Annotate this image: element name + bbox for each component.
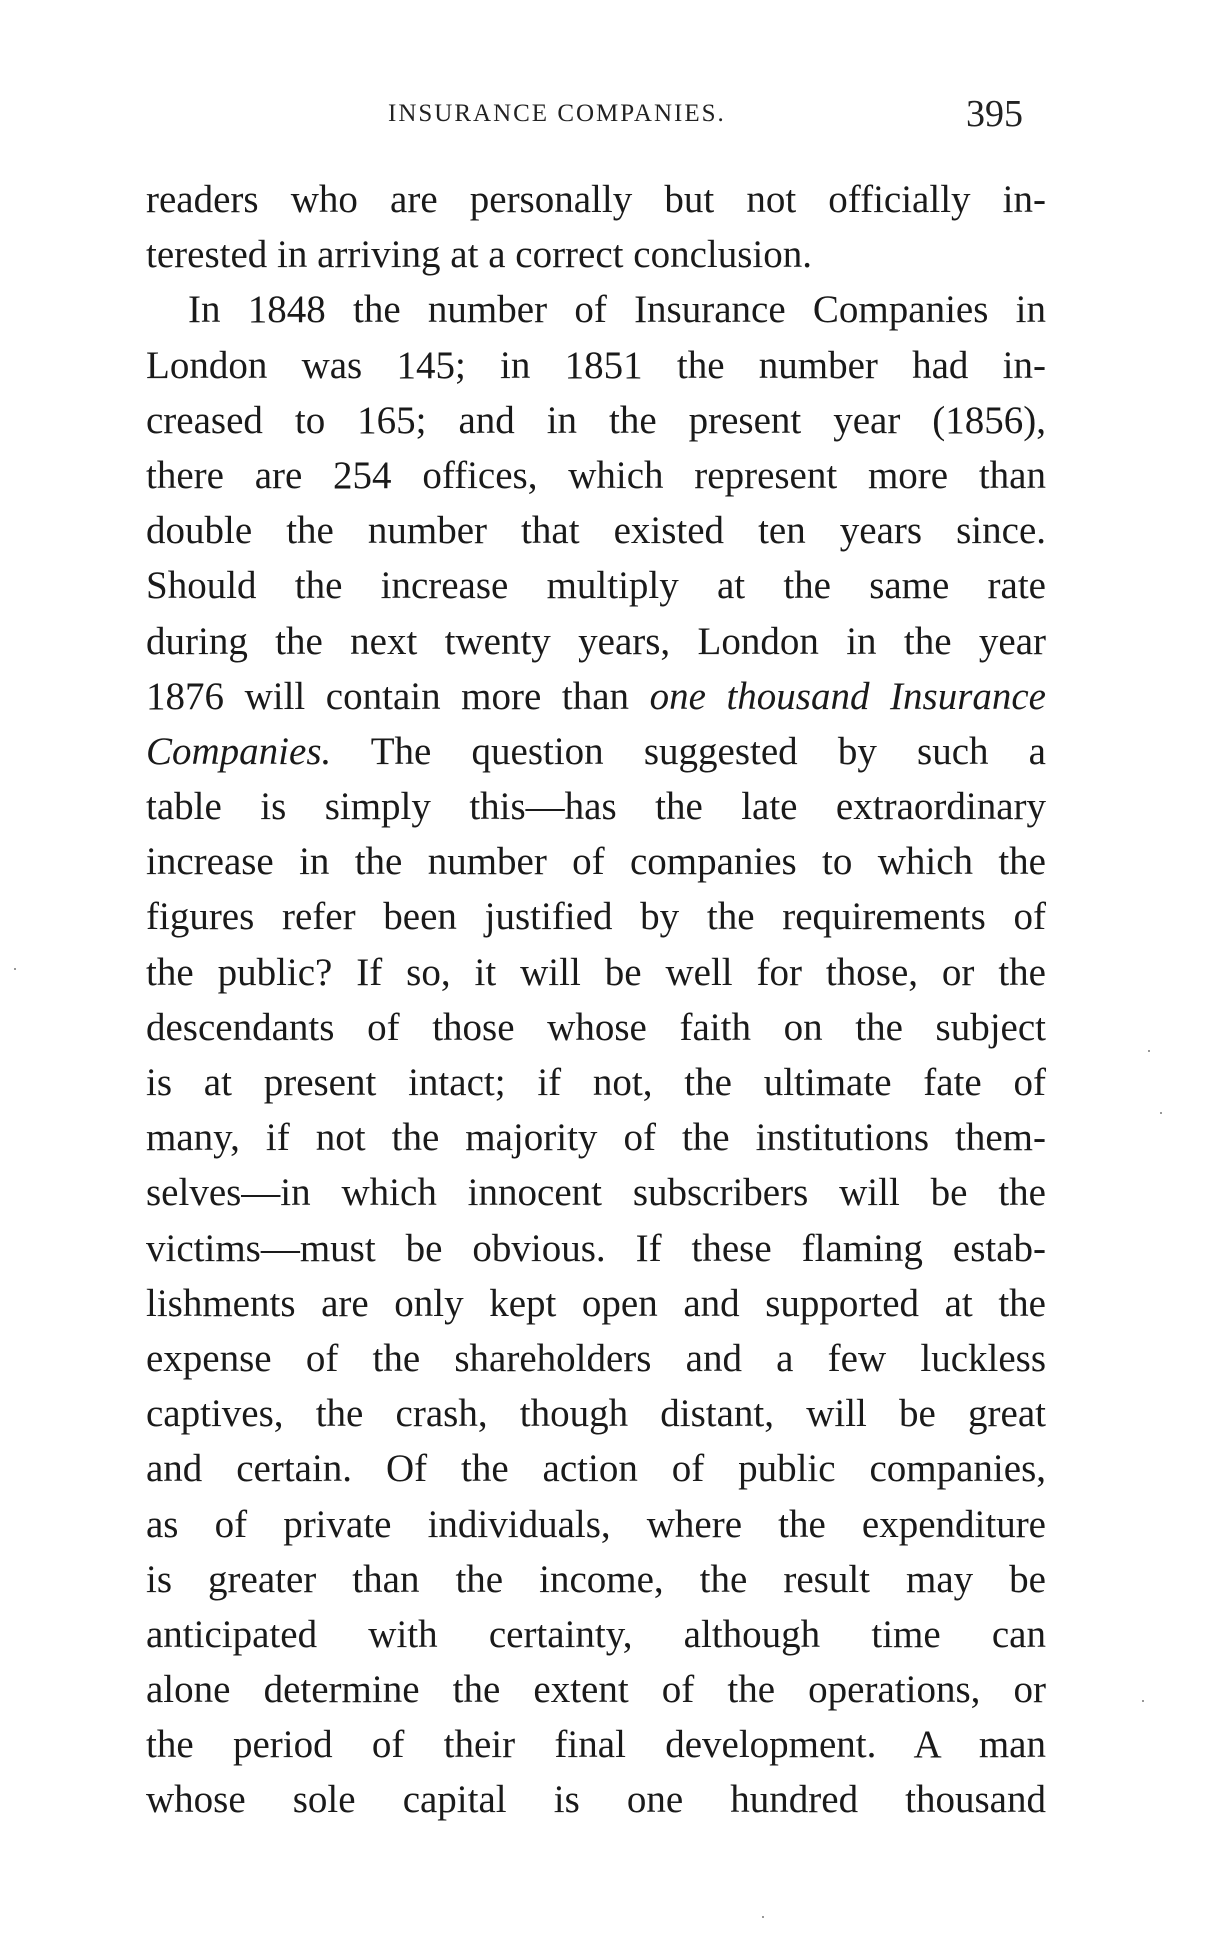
text-line bbox=[146, 945, 1046, 1000]
text-line bbox=[146, 1662, 1046, 1717]
text-line bbox=[146, 1331, 1046, 1386]
text-segment: as of private individuals, where the expenditure bbox=[146, 1502, 1046, 1546]
scan-speck bbox=[762, 1916, 764, 1918]
text-line bbox=[146, 1552, 1046, 1607]
text-segment: increase in the number of companies to which the bbox=[146, 840, 1046, 884]
text-line bbox=[146, 338, 1046, 393]
text-segment: creased to 165; and in the present year (1856), bbox=[146, 398, 1046, 442]
text-segment: the public? If so, it will be well for those, or the bbox=[146, 950, 1046, 994]
text-line bbox=[146, 1386, 1046, 1441]
text-line bbox=[146, 614, 1046, 669]
text-segment: expense of the shareholders and a few luckless bbox=[146, 1336, 1046, 1380]
text-line bbox=[146, 393, 1046, 448]
text-segment: Should the increase multiply at the same rate bbox=[146, 564, 1046, 608]
running-head: INSURANCE COMPANIES. bbox=[388, 100, 726, 127]
text-line bbox=[146, 1441, 1046, 1496]
text-segment: readers who are personally but not officially in- bbox=[146, 178, 1046, 221]
text-segment: figures refer been justified by the requirements of bbox=[146, 895, 1046, 939]
text-line bbox=[146, 1497, 1046, 1552]
text-line bbox=[146, 1000, 1046, 1055]
text-segment: London was 145; in 1851 the number had in- bbox=[146, 343, 1046, 387]
text-line bbox=[146, 1221, 1046, 1276]
text-segment: is greater than the income, the result may be bbox=[146, 1557, 1046, 1601]
text-line bbox=[146, 1607, 1046, 1662]
text-segment: anticipated with certainty, although time can bbox=[146, 1612, 1046, 1656]
text-line bbox=[146, 172, 1046, 227]
text-segment: In 1848 the number of Insurance Companies in bbox=[188, 288, 1046, 332]
text-segment: whose sole capital is one hundred thousand bbox=[146, 1778, 1046, 1822]
text-segment: descendants of those whose faith on the subject bbox=[146, 1005, 1046, 1049]
text-segment: alone determine the extent of the operations, or bbox=[146, 1668, 1046, 1712]
text-line bbox=[146, 448, 1046, 503]
scan-speck bbox=[1160, 1112, 1162, 1114]
page-number: 395 bbox=[966, 93, 1023, 135]
text-line bbox=[146, 1165, 1046, 1220]
text-line bbox=[146, 1110, 1046, 1165]
scan-speck bbox=[1148, 1050, 1150, 1052]
text-segment: The question suggested by such a bbox=[331, 729, 1046, 773]
text-segment: captives, the crash, though distant, will be great bbox=[146, 1392, 1046, 1436]
text-line bbox=[146, 1717, 1046, 1772]
text-segment: 1876 will contain more than bbox=[146, 674, 650, 718]
text-segment: there are 254 offices, which represent more than bbox=[146, 453, 1046, 497]
text-line bbox=[146, 1055, 1046, 1110]
text-line bbox=[146, 724, 1046, 779]
italic-segment: one thousand Insurance bbox=[649, 674, 1046, 718]
body-text bbox=[146, 172, 1046, 1828]
text-line bbox=[146, 227, 1046, 282]
scan-speck bbox=[1142, 1700, 1144, 1702]
text-line bbox=[146, 834, 1046, 889]
text-segment: table is simply this—has the late extraordinary bbox=[146, 785, 1046, 829]
text-line bbox=[146, 558, 1046, 613]
text-line bbox=[146, 669, 1046, 724]
text-line bbox=[146, 503, 1046, 558]
text-line bbox=[146, 889, 1046, 944]
text-line bbox=[146, 1276, 1046, 1331]
text-line bbox=[146, 282, 1046, 337]
text-segment: terested in arriving at a correct conclusion. bbox=[146, 233, 812, 277]
text-line bbox=[146, 1772, 1046, 1827]
text-segment: double the number that existed ten years since. bbox=[146, 509, 1046, 553]
text-segment: and certain. Of the action of public companies, bbox=[146, 1447, 1046, 1491]
text-segment: lishments are only kept open and supported at the bbox=[146, 1281, 1046, 1325]
text-segment: selves—in which innocent subscribers will be the bbox=[146, 1171, 1046, 1215]
scan-speck bbox=[14, 968, 16, 970]
text-segment: is at present intact; if not, the ultimate fate of bbox=[146, 1061, 1046, 1104]
italic-segment: Companies. bbox=[146, 729, 332, 773]
text-segment: victims—must be obvious. If these flaming estab- bbox=[146, 1226, 1046, 1270]
text-line bbox=[146, 779, 1046, 834]
text-segment: during the next twenty years, London in the year bbox=[146, 619, 1046, 663]
text-segment: many, if not the majority of the institutions them- bbox=[146, 1116, 1046, 1160]
text-segment: the period of their final development. A man bbox=[146, 1723, 1046, 1767]
